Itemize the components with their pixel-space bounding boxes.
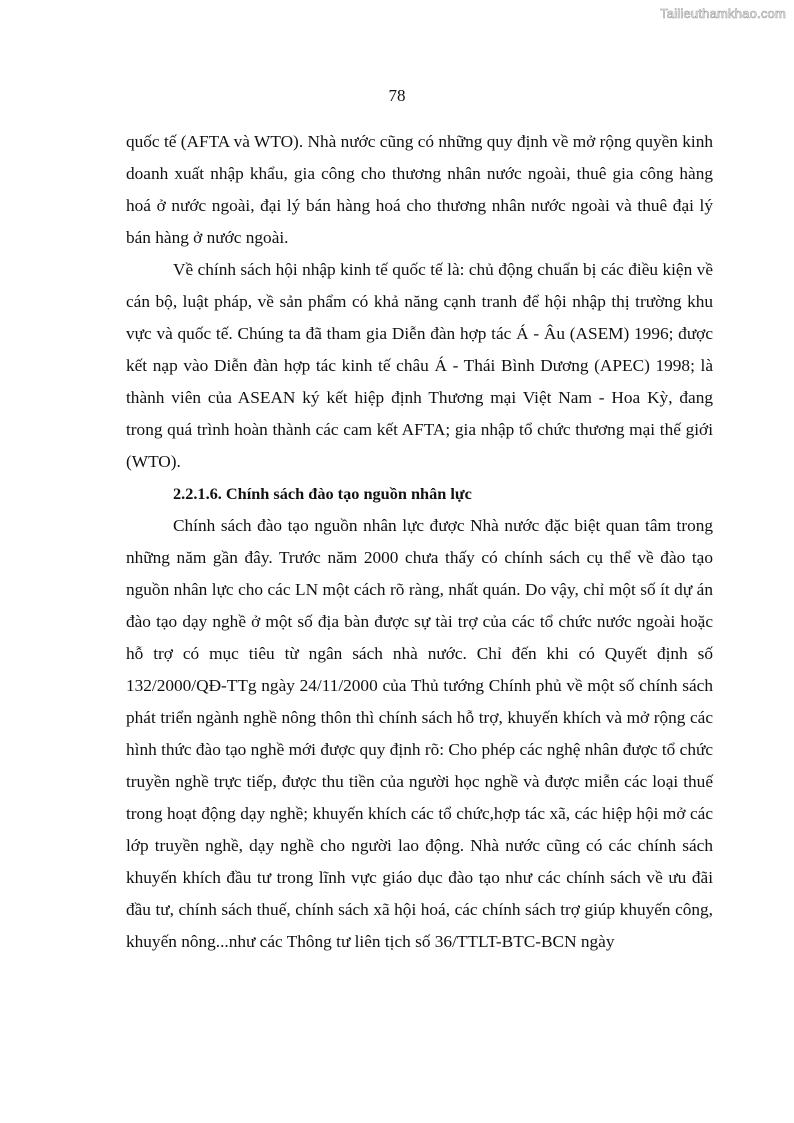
- paragraph-training-policy: Chính sách đào tạo nguồn nhân lực được Nhà nước đặc biệt quan tâm trong những năm gần đây. Trước năm 2000 chưa thấy có chính sách cụ thể về đào tạo nguồn nhân lực cho các LN một cách rõ ràng, nhất quán. Do vậy, chỉ một số ít dự án đào tạo dạy nghề ở một số địa bàn được sự tài trợ của các tổ chức nước ngoài hoặc hỗ trợ có mục tiêu từ ngân sách nhà nước. Chỉ đến khi có Quyết định số 132/2000/QĐ-TTg ngày 24/11/2000 của Thủ tướng Chính phủ về một số chính sách phát triển ngành nghề nông thôn thì chính sách hỗ trợ, khuyến khích và mở rộng các hình thức đào tạo nghề mới được quy định rõ: Cho phép các nghệ nhân được tổ chức truyền nghề trực tiếp, được thu tiền của người học nghề và được miễn các loại thuế trong hoạt động dạy nghề; khuyến khích các tổ chức,hợp tác xã, các hiệp hội mở các lớp truyền nghề, dạy nghề cho người lao động. Nhà nước cũng có các chính sách khuyến khích đầu tư trong lĩnh vực giáo dục đào tạo như các chính sách về ưu đãi đầu tư, chính sách thuế, chính sách xã hội hoá, các chính sách trợ giúp khuyến công, khuyến nông...như các Thông tư liên tịch số 36/TTLT-BTC-BCN ngày: [126, 516, 713, 951]
- paragraph-integration-policy: Về chính sách hội nhập kinh tế quốc tế là: chủ động chuẩn bị các điều kiện về cán bộ, luật pháp, về sản phẩm có khả năng cạnh tranh để hội nhập thị trường khu vực và quốc tế. Chúng ta đã tham gia Diễn đàn hợp tác Á - Âu (ASEM) 1996; được kết nạp vào Diễn đàn hợp tác kinh tế châu Á - Thái Bình Dương (APEC) 1998; là thành viên của ASEAN ký kết hiệp định Thương mại Việt Nam - Hoa Kỳ, đang trong quá trình hoàn thành các cam kết AFTA; gia nhập tổ chức thương mại thế giới (WTO).: [126, 260, 713, 471]
- section-heading: 2.2.1.6. Chính sách đào tạo nguồn nhân lực: [173, 484, 472, 503]
- paragraph-continuation: quốc tế (AFTA và WTO). Nhà nước cũng có những quy định về mở rộng quyền kinh doanh xuất nhập khẩu, gia công cho thương nhân nước ngoài, thuê gia công hàng hoá ở nước ngoài, đại lý bán hàng hoá cho thương nhân nước ngoài và thuê đại lý bán hàng ở nước ngoài.: [126, 132, 713, 247]
- watermark: Tailieuthamkhao.com: [660, 6, 786, 21]
- document-body: [126, 126, 713, 958]
- page-number: 78: [388, 86, 406, 105]
